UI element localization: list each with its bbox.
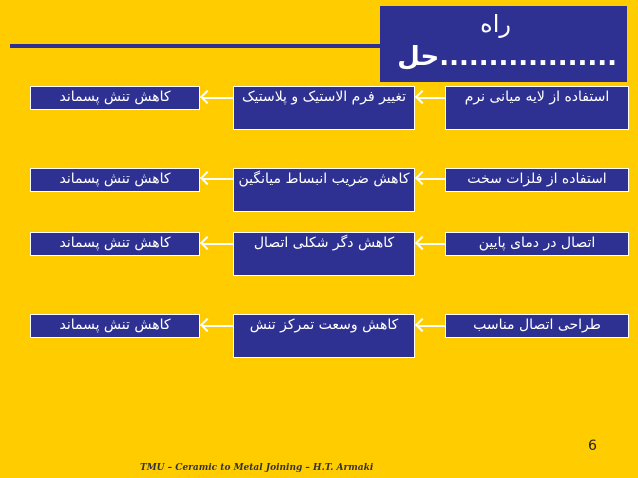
title-line-1: راه bbox=[480, 10, 511, 38]
footer-text: TMU – Ceramic to Metal Joining – H.T. Armaki bbox=[140, 463, 374, 473]
arrow-icon bbox=[203, 243, 234, 245]
effect-box-4: کاهش وسعت تمرکز تنش bbox=[233, 314, 415, 358]
title-line-2: حل.................. bbox=[397, 42, 617, 72]
arrow-icon bbox=[203, 97, 234, 99]
result-box-1: کاهش تنش پسماند bbox=[30, 86, 200, 110]
effect-box-1: تغییر فرم الاستیک و پلاستیک bbox=[233, 86, 415, 130]
effect-box-2: کاهش ضریب انبساط میانگین bbox=[233, 168, 415, 212]
arrow-icon bbox=[418, 97, 446, 99]
arrow-icon bbox=[203, 178, 234, 180]
method-box-4: طراحی اتصال مناسب bbox=[445, 314, 629, 338]
result-box-3: کاهش تنش پسماند bbox=[30, 232, 200, 256]
result-box-2: کاهش تنش پسماند bbox=[30, 168, 200, 192]
method-box-3: اتصال در دمای پایین bbox=[445, 232, 629, 256]
arrow-icon bbox=[418, 178, 446, 180]
effect-box-3: کاهش دگر شکلی اتصال bbox=[233, 232, 415, 276]
method-box-1: استفاده از لایه میانی نرم bbox=[445, 86, 629, 130]
result-box-4: کاهش تنش پسماند bbox=[30, 314, 200, 338]
arrow-icon bbox=[203, 325, 234, 327]
title-underline bbox=[10, 44, 382, 48]
title-box bbox=[380, 6, 627, 82]
arrow-icon bbox=[418, 325, 446, 327]
page-number: 6 bbox=[588, 438, 597, 454]
arrow-icon bbox=[418, 243, 446, 245]
method-box-2: استفاده از فلزات سخت bbox=[445, 168, 629, 192]
